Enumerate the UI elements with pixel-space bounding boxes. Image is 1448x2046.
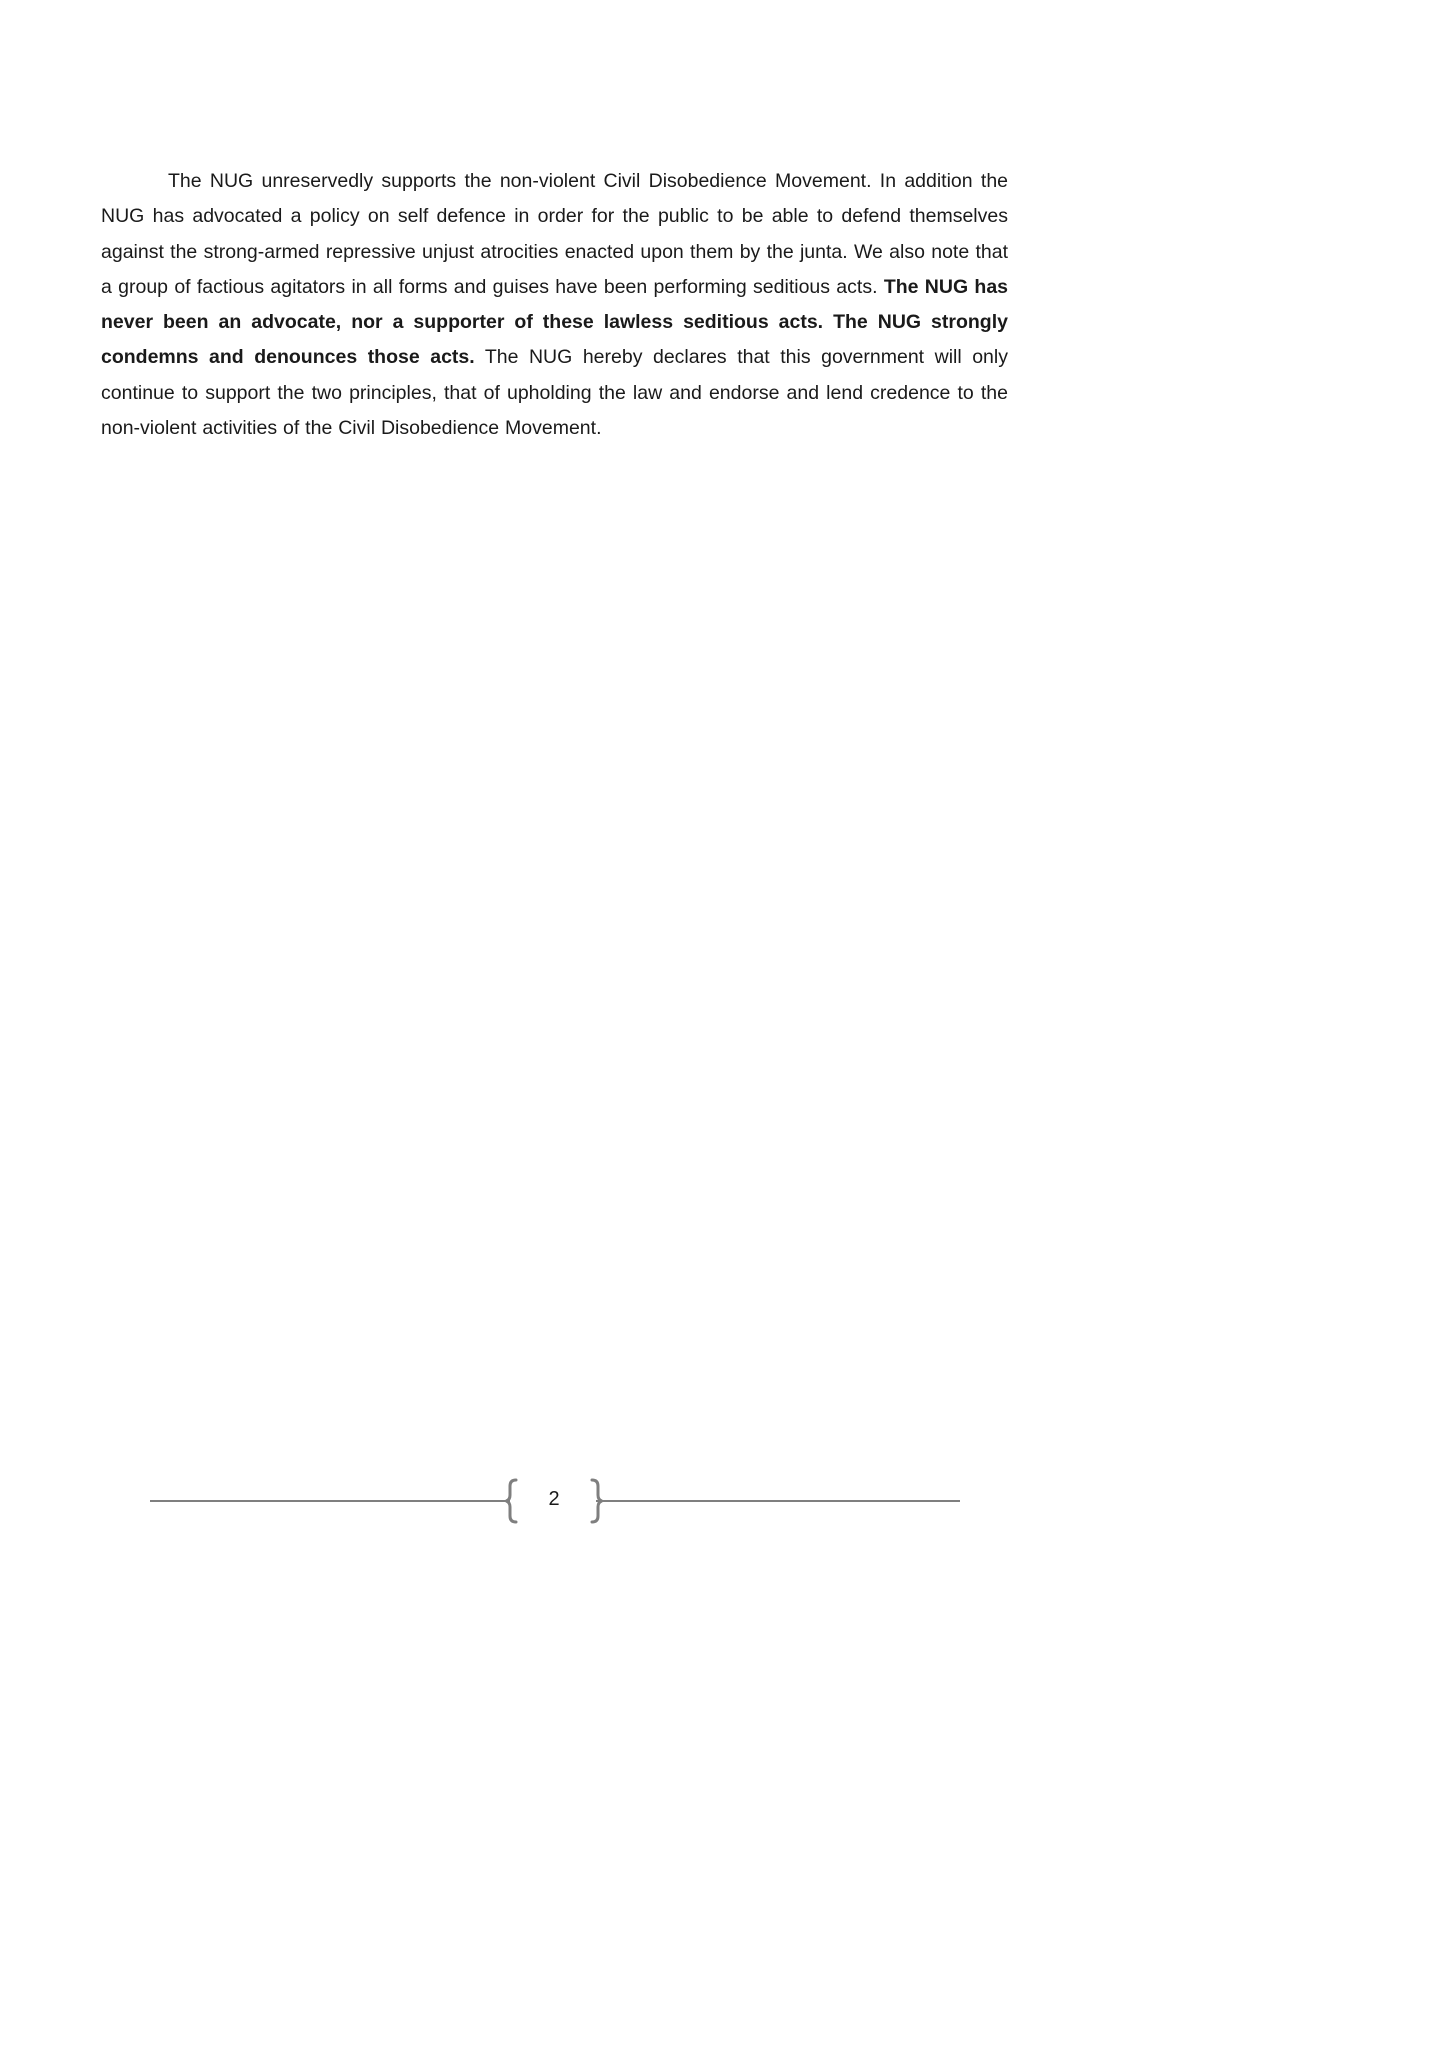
footer-rule-right [596,1500,960,1502]
body-paragraph [101,164,1008,446]
page-footer [150,1478,960,1524]
footer-rule-left [150,1500,510,1502]
left-brace-icon [504,1478,518,1524]
paragraph-sentence-2: In addition the NUG has advocated a policy on self defence in order for the public to be able to defend themselves against the strong-armed repressive unjust atrocities enacted upon them by the junta. [101,170,1009,263]
paragraph-sentence-4: The NUG hereby declares that this government will only continue to support the two principles, that of upholding the law and endorse and lend credence to the non-violent activities of the Civil Disobedience Movement. [101,346,1008,440]
paragraph-sentence-1: The NUG unreservedly supports the non-violent Civil Disobedience Movement. [168,170,872,192]
paragraph-bold-statement-2: The NUG strongly condemns and denounces those acts. [101,311,1008,369]
page-number: 2 [548,1488,560,1510]
paragraph-sentence-3: We also note that a group of factious agitators in all forms and guises have been performing seditious acts. [101,240,1009,298]
paragraph-bold-statement-1: The NUG has never been an advocate, nor a supporter of these lawless seditious acts. [101,275,1009,334]
